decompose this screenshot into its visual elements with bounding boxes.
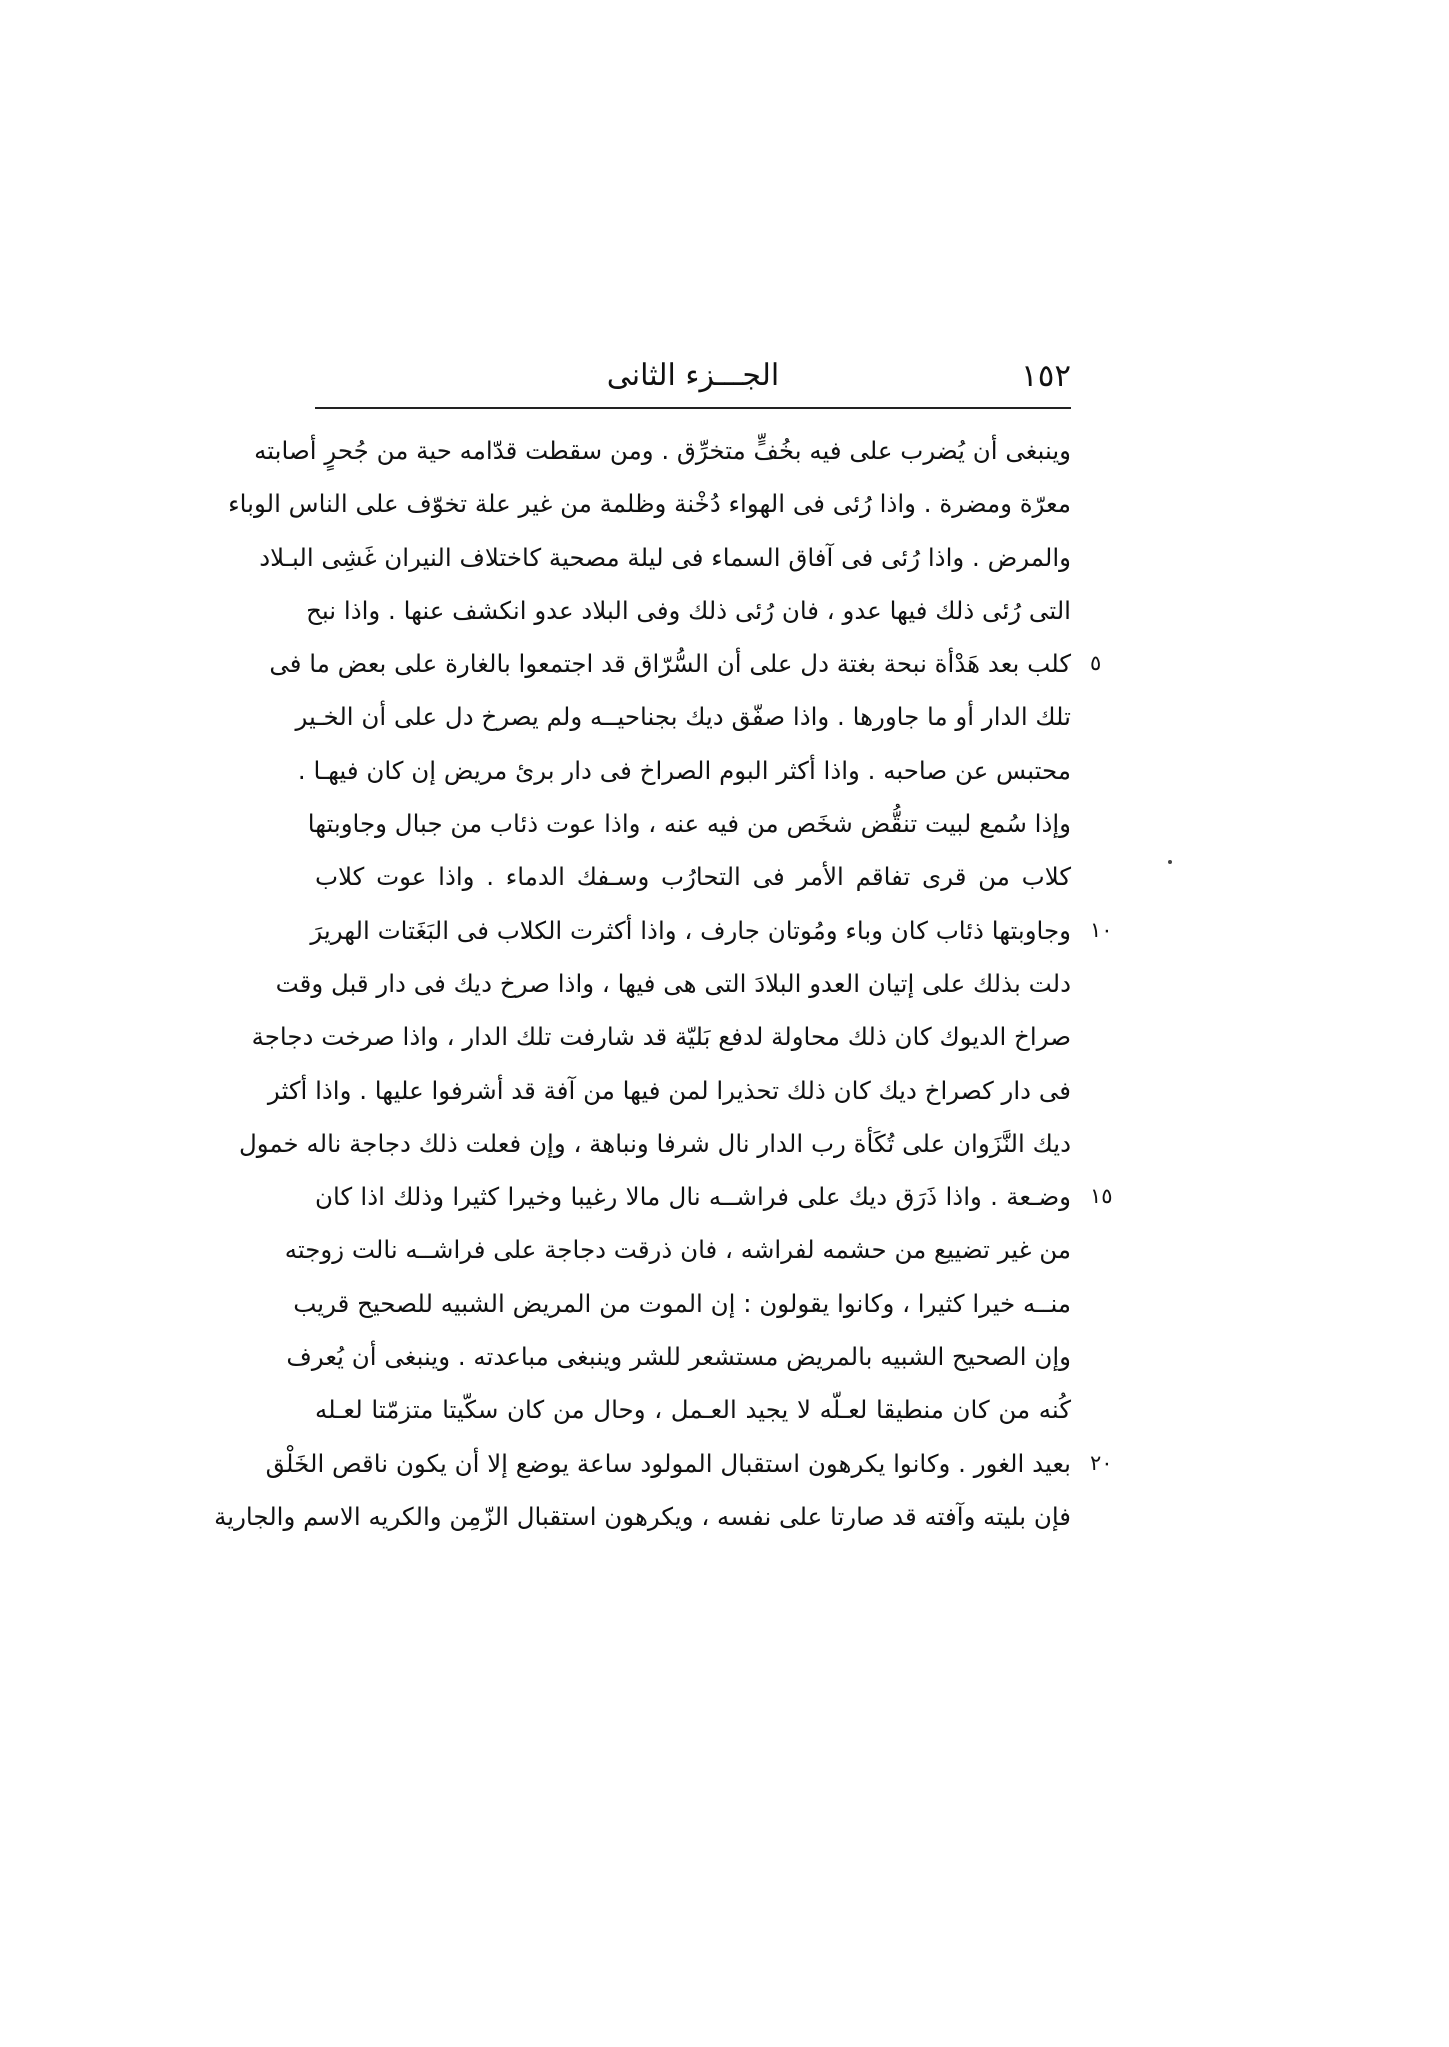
line-number: ١٠ xyxy=(1090,917,1113,942)
page-number: ١٥٢ xyxy=(1021,358,1071,394)
text-line xyxy=(295,690,1071,743)
body-text xyxy=(214,424,1113,1543)
line-text: وإذا سُمع لبيت تنقُّض شخَص من فيه عنه ، واذا عوت ذئاب من جبال وجاوبتها xyxy=(307,809,1071,839)
line-text: وضـعة . واذا ذَرَق ديك على فراشــه نال مالا رغيبا وخيرا كثيرا وذلك اذا كان xyxy=(315,1182,1071,1212)
line-text: منــه خيرا كثيرا ، وكانوا يقولون : إن الموت من المريض الشبيه للصحيح قريب xyxy=(293,1288,1071,1318)
text-line xyxy=(286,1330,1071,1383)
header-rule xyxy=(315,407,1071,409)
text-line xyxy=(293,1277,1071,1330)
line-text: وينبغى أن يُضرب على فيه بخُفٍّ متخرِّق . ومن سقطت قدّامه حية من جُحرٍ أصابته xyxy=(254,436,1071,465)
text-line xyxy=(228,477,1071,530)
text-line xyxy=(306,584,1071,637)
text-line xyxy=(284,1223,1071,1276)
text-line xyxy=(297,744,1071,797)
text-line xyxy=(307,797,1071,850)
line-number: ١٥ xyxy=(1090,1184,1113,1209)
line-text: دلت بذلك على إتيان العدو البلادَ التى هى فيها ، واذا صرخ ديك فى دار قبل وقت xyxy=(275,968,1071,998)
text-line xyxy=(267,1064,1071,1117)
line-text: التى رُئى ذلك فيها عدو ، فان رُئى ذلك وفى البلاد عدو انكشف عنها . واذا نبح xyxy=(306,595,1071,625)
line-text: والمرض . واذا رُئى فى آفاق السماء فى ليلة مصحية كاختلاف النيران غَشِى البـلاد xyxy=(259,542,1071,572)
text-line xyxy=(254,424,1071,477)
line-text: فى دار كصراخ ديك كان ذلك تحذيرا لمن فيها من آفة قد أشرفوا عليها . واذا أكثر xyxy=(267,1075,1071,1105)
line-text: كُنه من كان منطيقا لعـلّه لا يجيد العـمل ، وحال من كان سكّيتا متزمّتا لعـله xyxy=(315,1395,1071,1425)
text-line xyxy=(269,637,1102,690)
line-text: كلاب من قرى تفاقم الأمر فى التحارُب وسـفك الدماء . واذا عوت كلاب xyxy=(315,862,1071,892)
text-line xyxy=(214,1490,1071,1543)
line-text: من غير تضييع من حشمه لفراشه ، فان ذرقت دجاجة على فراشــه نالت زوجته xyxy=(284,1235,1071,1265)
text-line xyxy=(315,850,1071,903)
scan-speck xyxy=(1168,860,1172,864)
line-text: بعيد الغور . وكانوا يكرهون استقبال المولود ساعة يوضع إلا أن يكون ناقص الخَلْق xyxy=(265,1448,1071,1478)
line-text: ديك النَّزَوان على تُكَأة رب الدار نال شرفا ونباهة ، وإن فعلت ذلك دجاجة ناله خمول xyxy=(238,1128,1071,1158)
text-line xyxy=(315,1170,1113,1223)
text-line xyxy=(275,957,1071,1010)
line-number: ٢٠ xyxy=(1090,1450,1113,1475)
line-text: صراخ الديوك كان ذلك محاولة لدفع بَليّة قد شارفت تلك الدار ، واذا صرخت دجاجة xyxy=(251,1022,1071,1052)
line-text: تلك الدار أو ما جاورها . واذا صفّق ديك بجناحيــه ولم يصرخ دل على أن الخـير xyxy=(295,702,1071,732)
running-title: الجـــزء الثانى xyxy=(606,358,780,393)
text-line xyxy=(251,1010,1071,1063)
text-line xyxy=(259,531,1071,584)
text-line xyxy=(315,1383,1071,1436)
line-number: ٥ xyxy=(1090,651,1102,676)
running-head xyxy=(315,352,1071,400)
line-text: وإن الصحيح الشبيه بالمريض مستشعر للشر وينبغى مباعدته . وينبغى أن يُعرف xyxy=(286,1342,1071,1372)
text-line xyxy=(310,904,1113,957)
line-text: كلب بعد هَدْأة نبحة بغتة دل على أن السُّرّاق قد اجتمعوا بالغارة على بعض ما فى xyxy=(269,649,1071,679)
line-text: معرّة ومضرة . واذا رُئى فى الهواء دُخْنة وظلمة من غير علة تخوّف على الناس الوباء xyxy=(228,489,1071,519)
text-line xyxy=(265,1437,1113,1490)
line-text: محتبس عن صاحبه . واذا أكثر البوم الصراخ فى دار برئ مريض إن كان فيهـا . xyxy=(297,755,1071,785)
line-text: وجاوبتها ذئاب كان وباء ومُوتان جارف ، واذا أكثرت الكلاب فى البَغَتات الهريرَ xyxy=(310,915,1071,945)
line-text: فإن بليته وآفته قد صارتا على نفسه ، ويكرهون استقبال الزّمِن والكريه الاسم والجارية xyxy=(214,1501,1071,1531)
text-line xyxy=(238,1117,1071,1170)
